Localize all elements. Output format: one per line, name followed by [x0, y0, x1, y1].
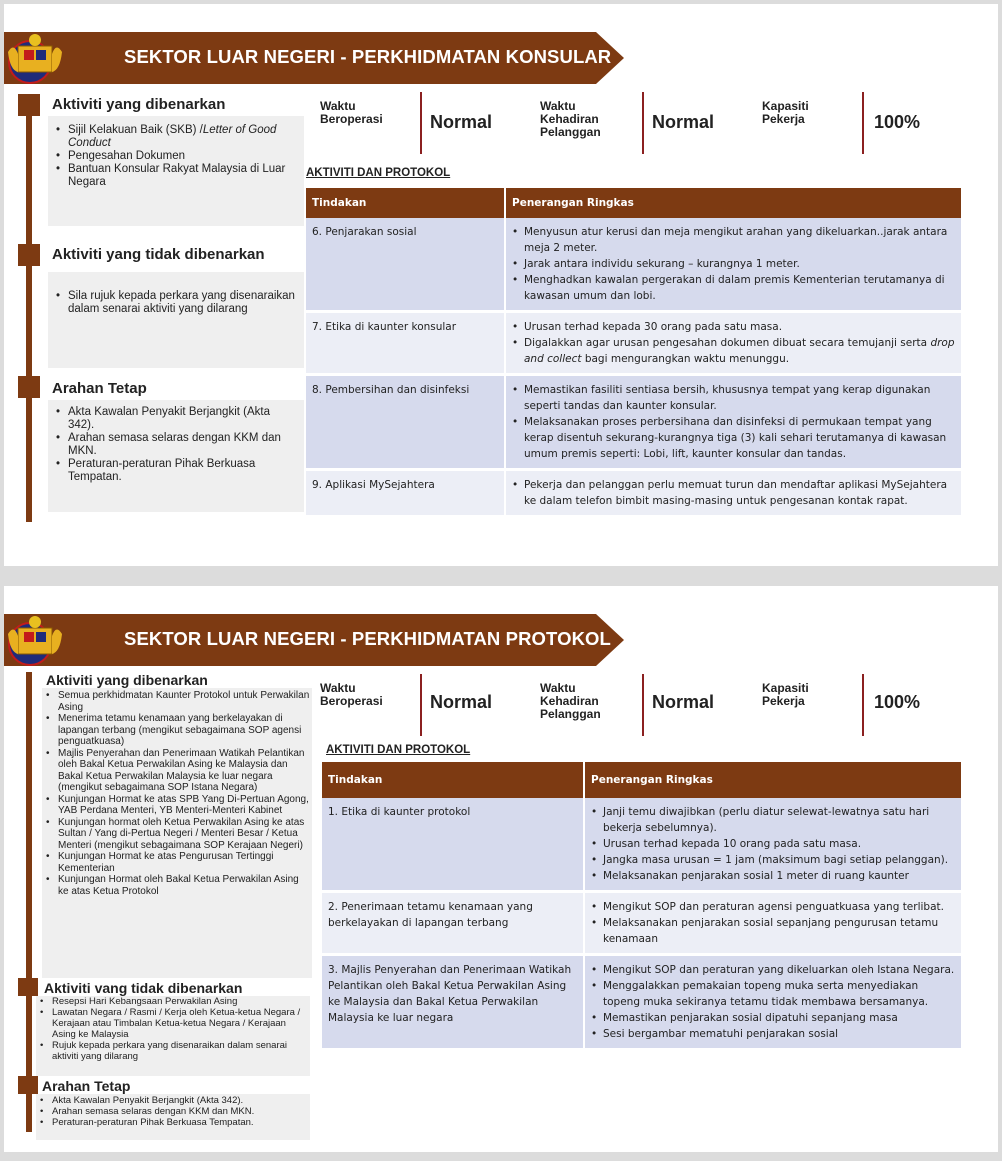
table-row	[322, 955, 962, 1050]
capacity-label: Kapasiti Pekerja	[762, 681, 809, 708]
desc-item: • Pekerja dan pelanggan perlu memuat turun dan mendaftar aplikasi MySejahtera ke dalam telefon bimbit masing-masing untuk pengesanan kontak rapat.	[512, 477, 955, 509]
divider	[420, 92, 422, 154]
coat-of-arms-icon	[4, 32, 66, 80]
desc-item: • Melaksanakan penjarakan sosial sepanjang pengurusan tetamu kenamaan	[591, 915, 955, 947]
divider	[642, 92, 644, 154]
desc-item: • Urusan terhad kepada 30 orang pada satu masa.	[512, 319, 955, 335]
list-item: • Sila rujuk kepada perkara yang disenaraikan dalam senarai aktiviti yang dilarang	[56, 290, 296, 316]
desc-item: • Menyusun atur kerusi dan meja mengikut arahan yang dikeluarkan..jarak antara meja 2 meter.	[512, 224, 955, 256]
section-marker	[18, 376, 40, 398]
list-item: • Kunjungan Hormat ke atas Pengurusan Tertinggi Kementerian	[46, 851, 310, 874]
not-allowed-title: Aktiviti yang tidak dibenarkan	[52, 246, 265, 263]
coat-of-arms-icon	[4, 614, 66, 662]
list-item: • Rujuk kepada perkara yang disenaraikan dalam senarai aktiviti yang dilarang	[40, 1040, 310, 1062]
desc-cell	[584, 798, 962, 892]
allowed-title: Aktiviti yang dibenarkan	[46, 672, 208, 688]
capacity-value: 100%	[874, 692, 921, 712]
table-row	[306, 470, 962, 517]
section-marker	[18, 1076, 38, 1094]
table-row	[322, 892, 962, 955]
allowed-list	[56, 124, 296, 189]
divider	[420, 674, 422, 736]
list-item: • Akta Kawalan Penyakit Berjangkit (Akta 342).	[56, 406, 296, 432]
attendance-value: Normal	[652, 692, 715, 712]
attendance-label: Waktu Kehadiran Pelanggan	[540, 681, 601, 721]
desc-item: • Mengikut SOP dan peraturan yang dikeluarkan oleh Istana Negara.	[591, 962, 955, 978]
standing-list	[56, 406, 296, 484]
list-item: • Peraturan-peraturan Pihak Berkuasa Tempatan.	[40, 1117, 310, 1128]
attendance-value: Normal	[652, 112, 715, 132]
table-header: Tindakan	[306, 188, 505, 218]
list-item: • Menerima tetamu kenamaan yang berkelayakan di lapangan terbang (mengikut sebagaimana SOP agensi penguatkuasa)	[46, 713, 310, 748]
list-item: • Kunjungan hormat oleh Ketua Perwakilan Asing ke atas Sultan / Yang di-Pertua Negeri / Menteri Besar / Ketua Menteri (mengikut sebagaimana SOP Kerajaan Negeri)	[46, 817, 310, 852]
action-cell: 9. Aplikasi MySejahtera	[306, 470, 505, 517]
table-row	[306, 375, 962, 470]
hours-label: Waktu Beroperasi	[320, 99, 383, 126]
desc-item: • Urusan terhad kepada 10 orang pada satu masa.	[591, 836, 955, 852]
table-header: Tindakan	[322, 762, 584, 798]
desc-item: • Jarak antara individu sekurang – kurangnya 1 meter.	[512, 256, 955, 272]
section-title: AKTIVITI DAN PROTOKOL	[326, 744, 471, 756]
hours-value: Normal	[430, 112, 493, 132]
hours-value: Normal	[430, 692, 493, 712]
desc-cell	[505, 470, 962, 517]
section-marker	[18, 94, 40, 116]
table-row	[306, 312, 962, 375]
list-item: • Sijil Kelakuan Baik (SKB) /Letter of Good Conduct	[56, 124, 296, 150]
standing-title: Arahan Tetap	[42, 1078, 131, 1094]
table-row	[322, 798, 962, 892]
allowed-list	[46, 690, 310, 897]
title-banner	[4, 614, 624, 666]
desc-item: • Digalakkan agar urusan pengesahan dokumen dibuat secara temujanji serta drop and collect bagi mengurangkan waktu menunggu.	[512, 335, 955, 367]
list-item: • Arahan semasa selaras dengan KKM dan MKN.	[40, 1106, 310, 1117]
hours-label: Waktu Beroperasi	[320, 681, 383, 708]
desc-cell	[505, 375, 962, 470]
list-item: • Arahan semasa selaras dengan KKM dan MKN.	[56, 432, 296, 458]
divider	[862, 92, 864, 154]
desc-item: • Menghadkan kawalan pergerakan di dalam premis Kementerian terutamanya di kawasan umum dan lobi.	[512, 272, 955, 304]
action-cell: 6. Penjarakan sosial	[306, 218, 505, 312]
action-cell: 3. Majlis Penyerahan dan Penerimaan Watikah Pelantikan oleh Bakal Ketua Perwakilan Asing ke Malaysia dan Bakal Ketua Perwakilan Malaysia ke luar negara	[322, 955, 584, 1050]
protocol-table	[322, 762, 963, 1051]
desc-cell	[584, 892, 962, 955]
desc-cell	[584, 955, 962, 1050]
desc-item: • Memastikan fasiliti sentiasa bersih, khususnya tempat yang kerap digunakan seperti tandas dan kaunter konsular.	[512, 382, 955, 414]
list-item: • Lawatan Negara / Rasmi / Kerja oleh Ketua-ketua Negara / Kerajaan atau Timbalan Ketua-ketua Negara / Kerajaan Asing ke Malaysia	[40, 1007, 310, 1040]
list-item: • Semua perkhidmatan Kaunter Protokol untuk Perwakilan Asing	[46, 690, 310, 713]
left-timeline-bar	[26, 98, 32, 522]
divider	[862, 674, 864, 736]
section-marker	[18, 978, 38, 996]
protocol-table	[306, 188, 963, 518]
slide-protokol	[4, 586, 998, 1152]
divider	[642, 674, 644, 736]
attendance-label: Waktu Kehadiran Pelanggan	[540, 99, 601, 139]
banner-title: SEKTOR LUAR NEGERI - PERKHIDMATAN PROTOKOL	[124, 628, 611, 649]
desc-item: • Janji temu diwajibkan (perlu diatur selewat-lewatnya satu hari bekerja sebelumnya).	[591, 804, 955, 836]
desc-item: • Mengikut SOP dan peraturan agensi penguatkuasa yang terlibat.	[591, 899, 955, 915]
desc-item: • Melaksanakan penjarakan sosial 1 meter di ruang kaunter	[591, 868, 955, 884]
desc-cell	[505, 312, 962, 375]
desc-item: • Melaksanakan proses perbersihana dan disinfeksi di permukaan tempat yang kerap disentuh sekurang-kurangnya tiga (3) kali sehari terutamanya di kawasan umum premis seperti: Lobi, lift, kaunter konsular dan tandas.	[512, 414, 955, 462]
title-banner	[4, 32, 624, 84]
desc-item: • Sesi bergambar mematuhi penjarakan sosial	[591, 1026, 955, 1042]
capacity-label: Kapasiti Pekerja	[762, 99, 809, 126]
list-item: • Akta Kawalan Penyakit Berjangkit (Akta 342).	[40, 1095, 310, 1106]
section-title: AKTIVITI DAN PROTOKOL	[306, 167, 451, 179]
list-item: • Resepsi Hari Kebangsaan Perwakilan Asing	[40, 996, 310, 1007]
desc-item: • Memastikan penjarakan sosial dipatuhi sepanjang masa	[591, 1010, 955, 1026]
action-cell: 2. Penerimaan tetamu kenamaan yang berkelayakan di lapangan terbang	[322, 892, 584, 955]
slide-konsular	[4, 4, 998, 566]
banner-title: SEKTOR LUAR NEGERI - PERKHIDMATAN KONSULAR	[124, 46, 612, 67]
not-allowed-list	[40, 996, 310, 1062]
table-row	[306, 218, 962, 312]
list-item: • Pengesahan Dokumen	[56, 150, 296, 163]
desc-item: • Jangka masa urusan = 1 jam (maksimum bagi setiap pelanggan).	[591, 852, 955, 868]
capacity-value: 100%	[874, 112, 921, 132]
desc-cell	[505, 218, 962, 312]
not-allowed-list	[56, 290, 296, 316]
list-item: • Majlis Penyerahan dan Penerimaan Watikah Pelantikan oleh Bakal Ketua Perwakilan Asing ke Malaysia dan Bakal Ketua Perwakilan Malaysia ke luar negara (mengikut sebagaimana SOP Istana Negara)	[46, 748, 310, 794]
section-marker	[18, 244, 40, 266]
list-item: • Peraturan-peraturan Pihak Berkuasa Tempatan.	[56, 458, 296, 484]
allowed-title: Aktiviti yang dibenarkan	[52, 96, 226, 113]
standing-list	[40, 1095, 310, 1128]
list-item: • Bantuan Konsular Rakyat Malaysia di Luar Negara	[56, 163, 296, 189]
not-allowed-title: Aktiviti vang tidak dibenarkan	[44, 980, 243, 996]
action-cell: 1. Etika di kaunter protokol	[322, 798, 584, 892]
not-allowed-box	[48, 272, 304, 368]
action-cell: 7. Etika di kaunter konsular	[306, 312, 505, 375]
left-timeline-bar	[26, 672, 32, 1132]
action-cell: 8. Pembersihan dan disinfeksi	[306, 375, 505, 470]
list-item: • Kunjungan Hormat oleh Bakal Ketua Perwakilan Asing ke atas Ketua Protokol	[46, 874, 310, 897]
list-item: • Kunjungan Hormat ke atas SPB Yang Di-Pertuan Agong, YAB Perdana Menteri, YB Menteri-Menteri Kabinet	[46, 794, 310, 817]
table-header: Penerangan Ringkas	[505, 188, 962, 218]
desc-item: • Menggalakkan pemakaian topeng muka serta menyediakan topeng muka sekiranya tetamu tidak membawa bersamanya.	[591, 978, 955, 1010]
table-header: Penerangan Ringkas	[584, 762, 962, 798]
standing-title: Arahan Tetap	[52, 380, 147, 397]
